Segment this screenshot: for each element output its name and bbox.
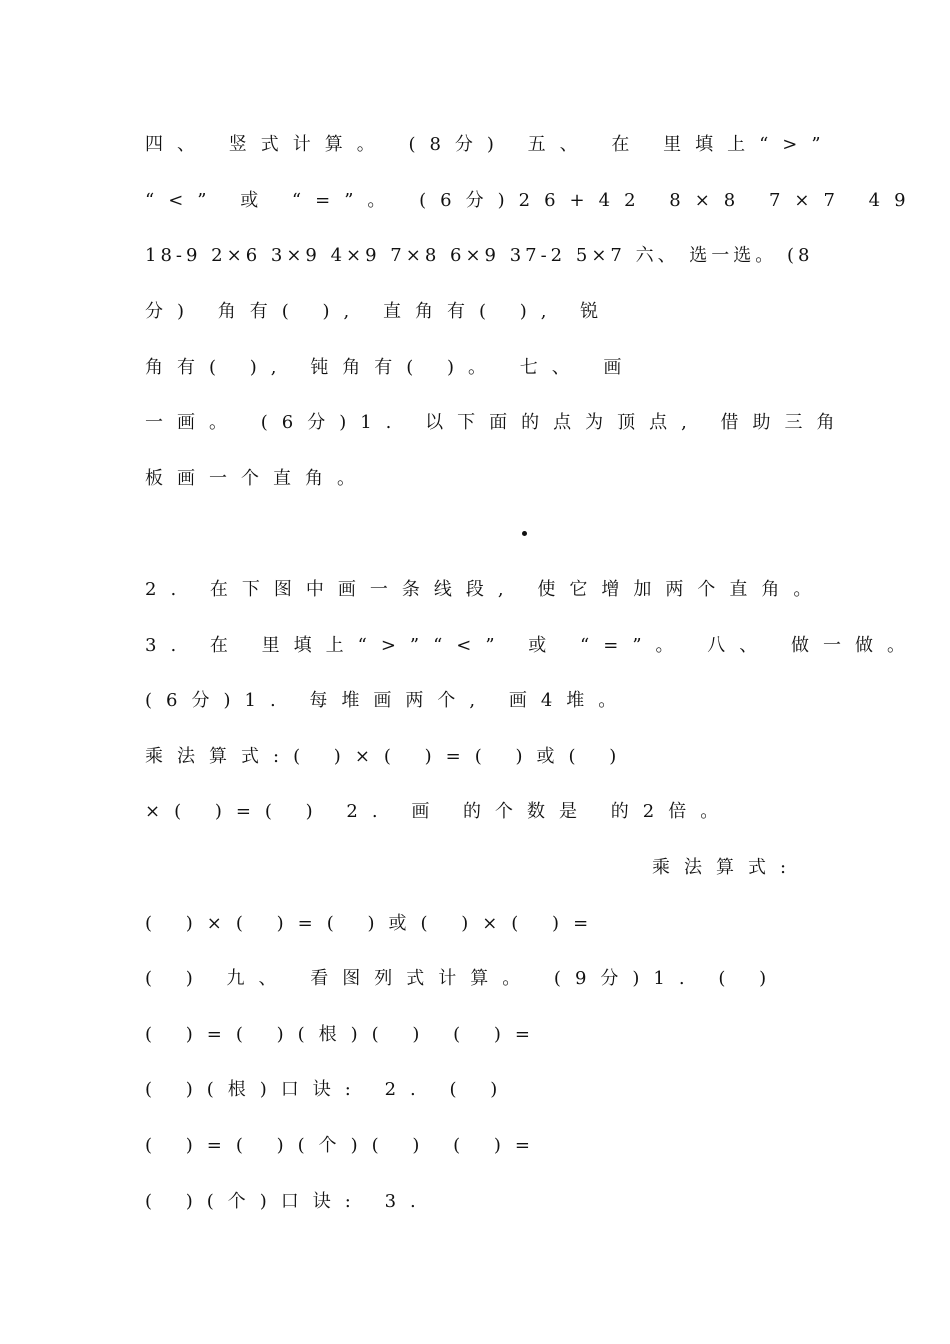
text-line-1: 四、 竖式计算。 (8分) 五、 在 里填上“>” — [145, 134, 835, 155]
text-line-5: 角有( ), 钝角有( )。 七、 画 — [145, 357, 636, 378]
text-line-17: ( )(根)口诀: 2. ( ) — [145, 1079, 512, 1100]
text-line-8: 2. 在下图中画一条线段, 使它增加两个直角。 — [145, 579, 826, 600]
text-line-6: 一画。 (6分)1. 以下面的点为顶点, 借助三角 — [145, 412, 849, 433]
text-line-2: “<” 或 “=”。 (6分)26+42 8×8 7×7 49 — [145, 190, 920, 211]
text-line-19: ( )(个)口诀: 3. — [145, 1191, 430, 1212]
text-line-14: ( )×( )=( )或( )×( )= — [145, 913, 603, 934]
text-line-18: ( )=( )(个)( ) ( )= — [145, 1135, 544, 1156]
text-line-9: 3. 在 里填上“>”“<” 或 “=”。 八、 做一做。 — [145, 635, 919, 656]
text-line-13: 乘法算式: — [652, 857, 801, 878]
text-line-4: 分) 角有( ), 直角有( ), 锐 — [145, 301, 613, 322]
text-line-11: 乘法算式:( )×( )=( )或( ) — [145, 746, 631, 767]
text-line-3: 18-9 2×6 3×9 4×9 7×8 6×9 37-2 5×7 六、 选一选。 (8 — [145, 245, 814, 266]
text-line-12: ×( )=( ) 2. 画 的个数是 的2倍。 — [145, 801, 733, 822]
text-line-15: ( ) 九、 看图列式计算。 (9分)1. ( ) — [145, 968, 781, 989]
text-line-10: (6分)1. 每堆画两个, 画4堆。 — [145, 690, 631, 711]
text-line-7: 板画一个直角。 — [145, 468, 369, 489]
vertex-point — [522, 531, 527, 536]
text-line-16: ( )=( )(根)( ) ( )= — [145, 1024, 544, 1045]
